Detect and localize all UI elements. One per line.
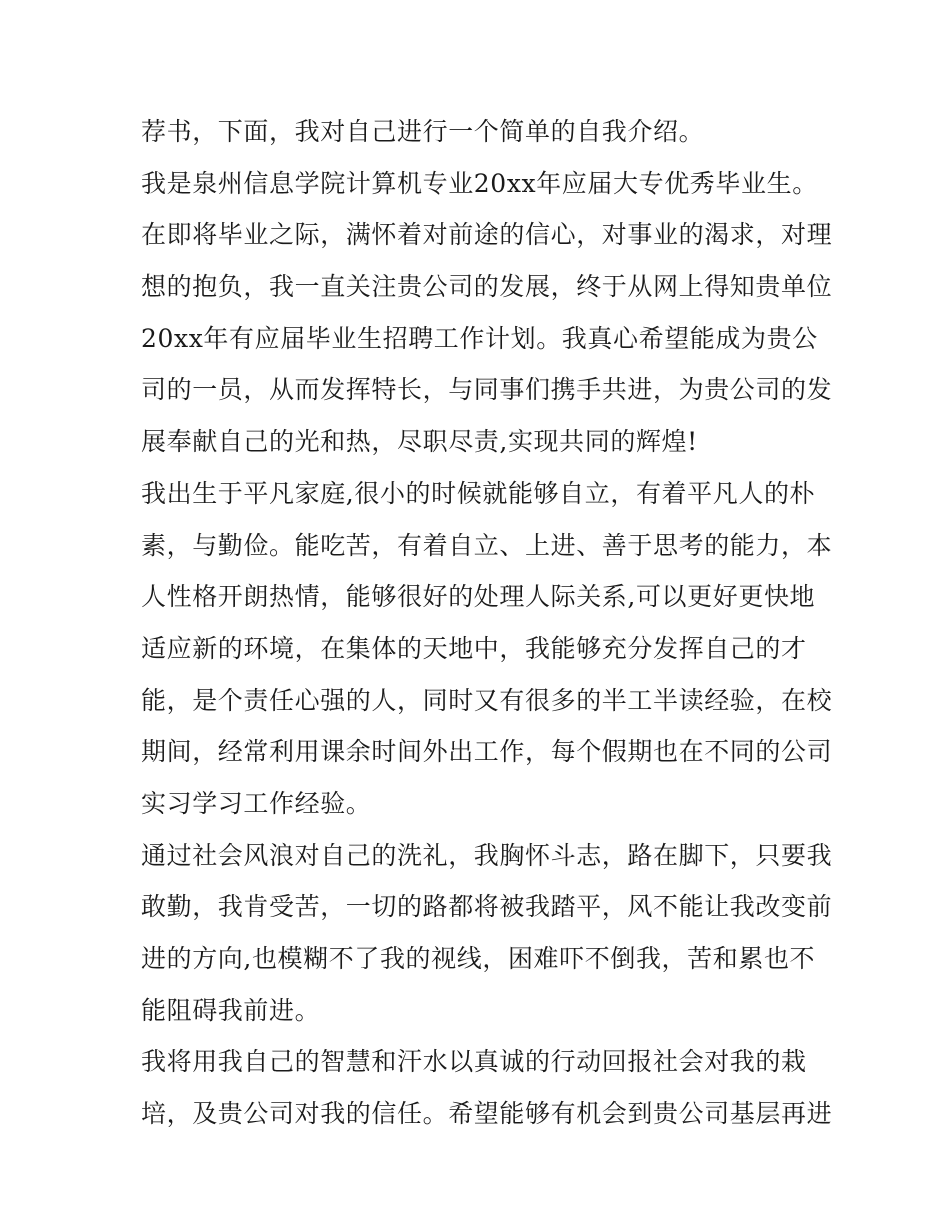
text-line: 我将用我自己的智慧和汗水以真诚的行动回报社会对我的栽 — [141, 1047, 807, 1077]
text-line: 素，与勤俭。能吃苦，有着自立、上进、善于思考的能力，本 — [141, 530, 833, 560]
text-line: 在即将毕业之际，满怀着对前途的信心，对事业的渴求，对理 — [141, 220, 833, 250]
text-line: 我出生于平凡家庭,很小的时候就能够自立，有着平凡人的朴 — [141, 478, 816, 508]
text-line: 能阻碍我前进。 — [141, 995, 321, 1025]
text-line: 敢勤，我肯受苦，一切的路都将被我踏平，风不能让我改变前 — [141, 892, 833, 922]
text-line: 进的方向,也模糊不了我的视线，困难吓不倒我，苦和累也不 — [141, 944, 816, 973]
text-line: 培，及贵公司对我的信任。希望能够有机会到贵公司基层再进 — [141, 1099, 833, 1129]
text-line: 想的抱负，我一直关注贵公司的发展，终于从网上得知贵单位 — [141, 272, 833, 302]
text-line: 适应新的环境，在集体的天地中，我能够充分发挥自己的才 — [141, 633, 807, 663]
text-line: 荐书，下面，我对自己进行一个简单的自我介绍。 — [141, 117, 705, 146]
text-line: 人性格开朗热情，能够很好的处理人际关系,可以更好更快地 — [141, 582, 816, 612]
text-line: 通过社会风浪对自己的洗礼，我胸怀斗志，路在脚下，只要我 — [141, 840, 833, 870]
text-line: 能，是个责任心强的人，同时又有很多的半工半读经验，在校 — [141, 685, 833, 715]
text-line: 我是泉州信息学院计算机专业20xx年应届大专优秀毕业生。 — [141, 168, 818, 198]
text-line: 实习学习工作经验。 — [141, 788, 372, 818]
text-line: 期间，经常利用课余时间外出工作，每个假期也在不同的公司 — [141, 737, 833, 767]
body-text — [141, 106, 833, 1140]
text-line: 20xx年有应届毕业生招聘工作计划。我真心希望能成为贵公 — [141, 323, 818, 353]
text-line: 司的一员，从而发挥特长，与同事们携手共进，为贵公司的发 — [141, 375, 833, 405]
text-line: 展奉献自己的光和热，尽职尽责,实现共同的辉煌! — [141, 427, 698, 457]
